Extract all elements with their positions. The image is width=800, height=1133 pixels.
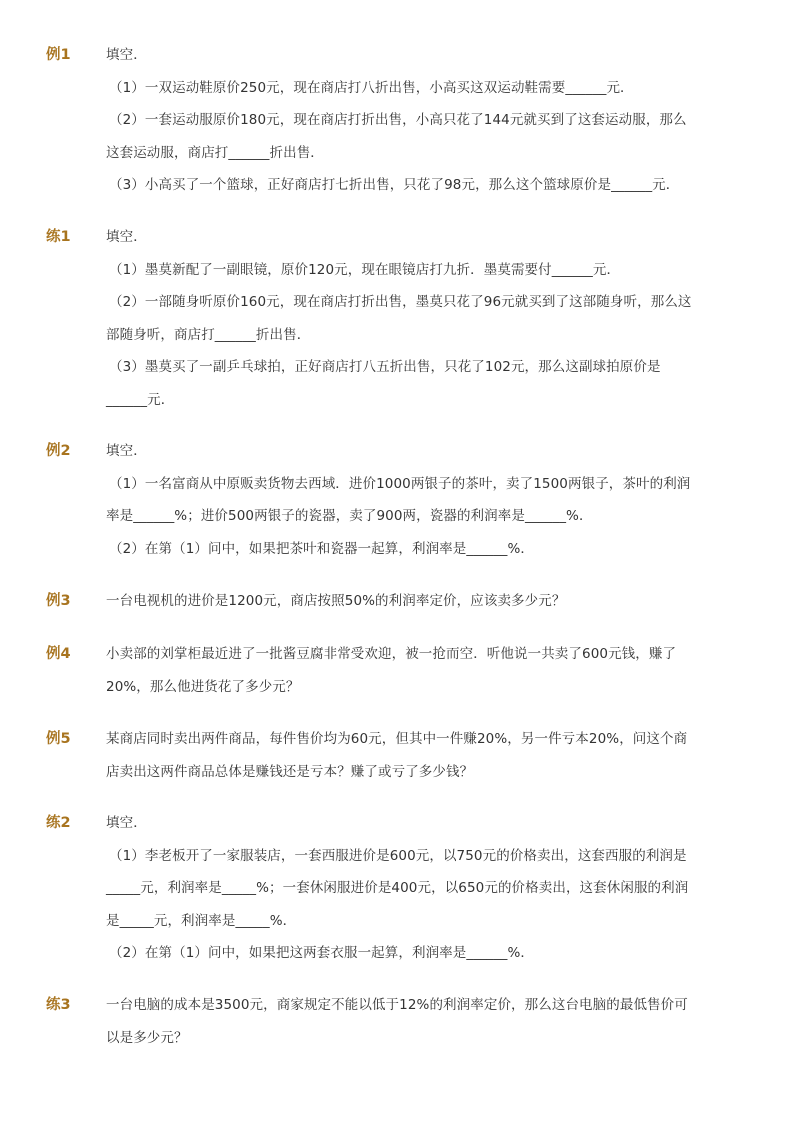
problem-text-line: 一台电视机的进价是1200元，商店按照50%的利润率定价，应该卖多少元？ [106, 593, 566, 609]
problem-text-line: _____元，利润率是_____%；一套休闲服进价是400元，以650元的价格卖出，这套休闲服的利润 [106, 880, 689, 896]
problem-label: 练3 [46, 997, 71, 1013]
problem-text-line: 以是多少元？ [106, 1030, 188, 1046]
problem-text-line: 这套运动服，商店打______折出售． [106, 145, 324, 161]
problem-label: 练1 [46, 229, 71, 245]
problem-text-line: 填空． [106, 443, 147, 459]
problem-text-line: （3）墨莫买了一副乒乓球拍，正好商店打八五折出售，只花了102元，那么这副球拍原价是 [109, 359, 661, 375]
problem-text-line: 20%，那么他进货花了多少元？ [106, 679, 300, 695]
problem-label: 例4 [46, 646, 71, 662]
problem-text-line: 是_____元，利润率是_____%． [106, 913, 297, 929]
problem-label: 例1 [46, 47, 71, 63]
problem-label: 练2 [46, 815, 71, 831]
problem-text-line: 填空． [106, 229, 147, 245]
problem-text-line: 填空． [106, 47, 147, 63]
problem-label: 例2 [46, 443, 71, 459]
problem-text-line: 部随身听，商店打______折出售． [106, 327, 311, 343]
problem-text-line: （1）一双运动鞋原价250元，现在商店打八折出售，小高买这双运动鞋需要______元． [109, 80, 634, 96]
problem-label: 例3 [46, 593, 71, 609]
problem-text-line: （2）在第（1）问中，如果把这两套衣服一起算，利润率是______%． [109, 945, 535, 961]
problem-text-line: 率是______%；进价500两银子的瓷器，卖了900两，瓷器的利润率是______%． [106, 508, 593, 524]
problem-text-line: （1）一名富商从中原贩卖货物去西域．进价1000两银子的茶叶，卖了1500两银子，茶叶的利润 [109, 476, 691, 492]
problem-text-line: （2）一部随身听原价160元，现在商店打折出售，墨莫只花了96元就买到了这部随身听，那么这 [109, 294, 692, 310]
problem-label: 例5 [46, 731, 71, 747]
problem-text-line: ______元． [106, 392, 175, 408]
problem-text-line: 一台电脑的成本是3500元，商家规定不能以低于12%的利润率定价，那么这台电脑的最低售价可 [106, 997, 688, 1013]
problem-text-line: 店卖出这两件商品总体是赚钱还是亏本？赚了或亏了多少钱？ [106, 764, 474, 780]
problem-text-line: 填空． [106, 815, 147, 831]
problem-text-line: （3）小高买了一个篮球，正好商店打七折出售，只花了98元，那么这个篮球原价是______元． [109, 177, 680, 193]
problem-text-line: （2）在第（1）问中，如果把茶叶和瓷器一起算，利润率是______%． [109, 541, 535, 557]
problem-text-line: 小卖部的刘掌柜最近进了一批酱豆腐非常受欢迎，被一抢而空．听他说一共卖了600元钱，赚了 [106, 646, 677, 662]
problem-text-line: 某商店同时卖出两件商品，每件售价均为60元，但其中一件赚20%，另一件亏本20%，问这个商 [106, 731, 688, 747]
problem-text-line: （1）墨莫新配了一副眼镜，原价120元，现在眼镜店打九折．墨莫需要付______元． [109, 262, 621, 278]
problem-text-line: （1）李老板开了一家服装店，一套西服进价是600元，以750元的价格卖出，这套西服的利润是 [109, 848, 687, 864]
problem-text-line: （2）一套运动服原价180元，现在商店打折出售，小高只花了144元就买到了这套运动服，那么 [109, 112, 687, 128]
